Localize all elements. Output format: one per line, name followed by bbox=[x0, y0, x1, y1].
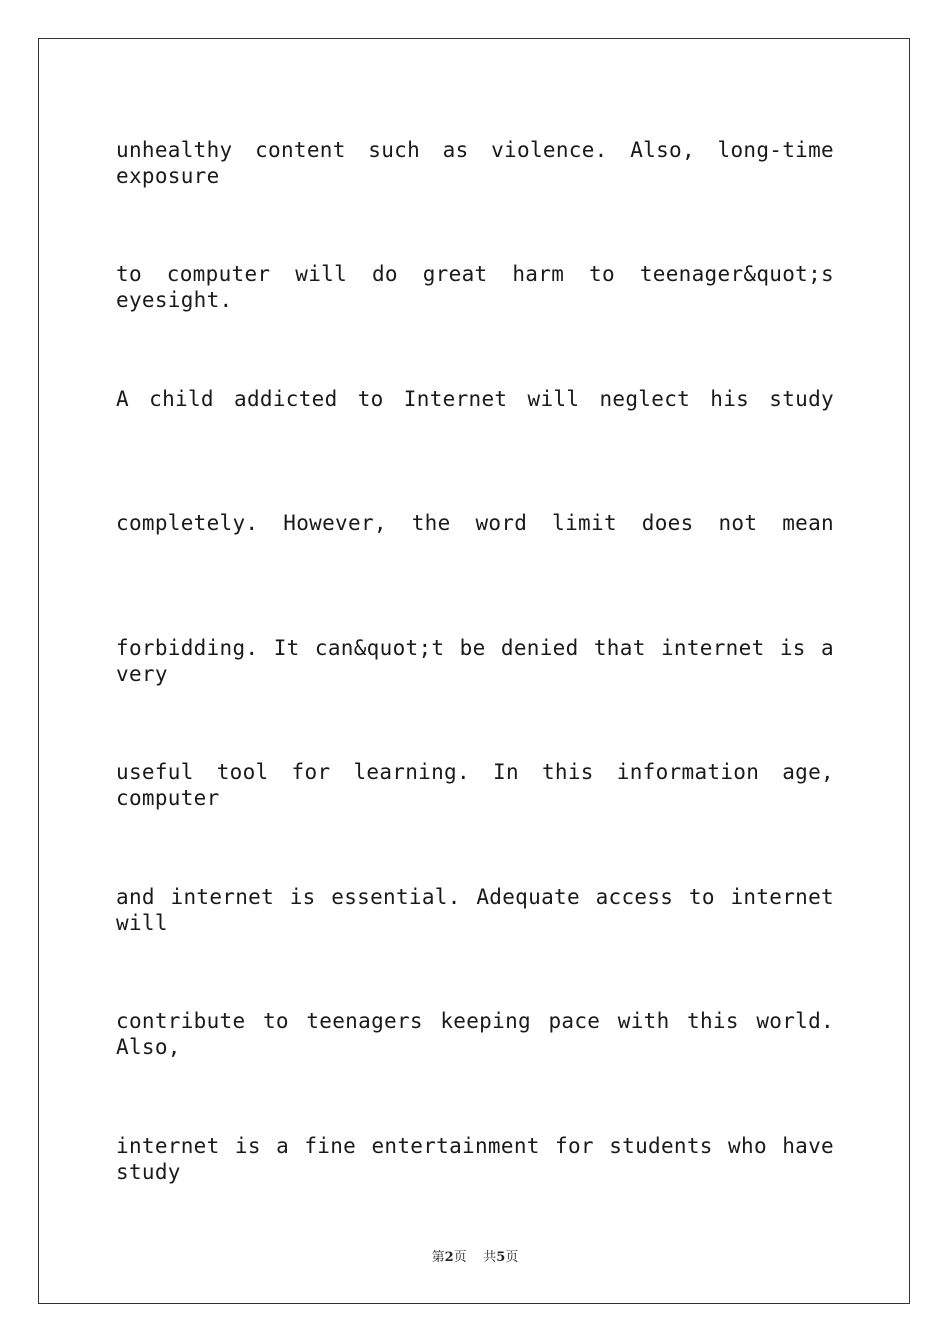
text-line: A child addicted to Internet will neglect his study bbox=[116, 387, 834, 411]
current-page-number: 2 bbox=[444, 1250, 454, 1265]
page-prefix: 第 bbox=[431, 1250, 445, 1265]
text-line: contribute to teenagers keeping pace with this world. Also, bbox=[116, 1009, 834, 1059]
total-pages-number: 5 bbox=[496, 1250, 506, 1265]
total-prefix: 共 bbox=[483, 1250, 497, 1265]
text-line: useful tool for learning. In this information age, computer bbox=[116, 760, 834, 810]
page-suffix: 页 bbox=[453, 1250, 467, 1265]
text-line: unhealthy content such as violence. Also, long-time exposure bbox=[116, 138, 834, 188]
page-number-footer bbox=[0, 1246, 950, 1265]
text-line: completely. However, the word limit does not mean bbox=[116, 511, 834, 535]
text-line: to computer will do great harm to teenager&quot;s eyesight. bbox=[116, 262, 834, 312]
text-line: and internet is essential. Adequate access to internet will bbox=[116, 885, 834, 935]
text-line: forbidding. It can&quot;t be denied that internet is a very bbox=[116, 636, 834, 686]
total-suffix: 页 bbox=[505, 1250, 519, 1265]
text-line: internet is a fine entertainment for students who have study bbox=[116, 1134, 834, 1184]
